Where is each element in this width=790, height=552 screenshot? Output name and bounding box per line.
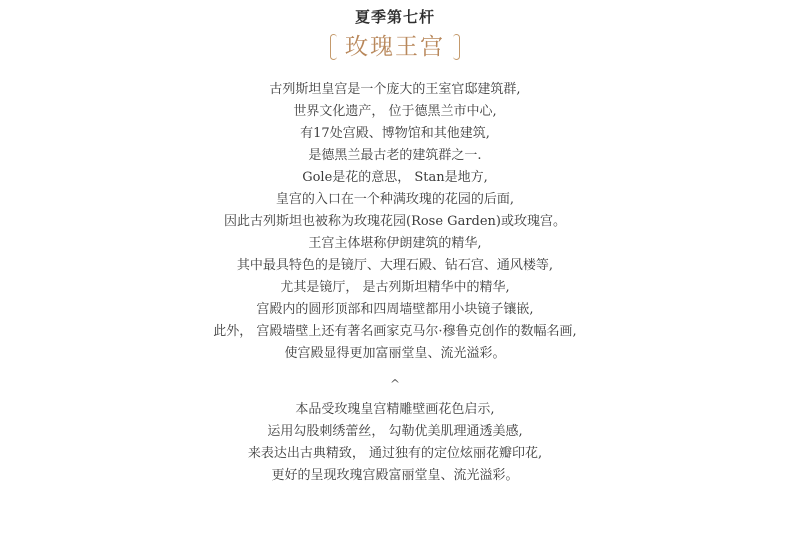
intro-line: 尤其是镜厅， 是古列斯坦精华中的精华, [280, 280, 510, 295]
intro-line: 使宫殿显得更加富丽堂皇、流光溢彩。 [284, 346, 506, 361]
left-bracket-ornament [330, 34, 337, 60]
intro-line: 因此古列斯坦也被称为玫瑰花园(Rose Garden)或玫瑰宫。 [224, 214, 566, 229]
intro-line: Gole是花的意思， Stan是地方, [302, 170, 488, 185]
product-line: 来表达出古典精致， 通过独有的定位炫丽花瓣印花, [247, 446, 543, 461]
intro-line: 王宫主体堪称伊朗建筑的精华, [308, 236, 482, 251]
product-line: 更好的呈现玫瑰宫殿富丽堂皇、流光溢彩。 [271, 468, 519, 483]
intro-line: 宫殿内的圆形顶部和四周墙壁都用小块镜子镶嵌, [256, 302, 534, 317]
right-bracket-ornament [453, 34, 460, 60]
intro-line: 是德黑兰最古老的建筑群之一. [308, 148, 482, 163]
product-line: 运用勾股刺绣蕾丝， 勾勒优美肌理通透美感, [267, 424, 523, 439]
title-block [0, 30, 790, 64]
intro-line: 有17处宫殿、博物馆和其他建筑, [300, 126, 490, 141]
intro-line: 其中最具特色的是镜厅、大理石殿、钻石宫、通风楼等, [236, 258, 554, 273]
page-title: 玫瑰王宫 [345, 34, 445, 60]
product-paragraph [0, 399, 790, 487]
intro-line: 皇宫的入口在一个种满玫瑰的花园的后面, [275, 192, 515, 207]
intro-paragraph [0, 79, 790, 365]
section-divider: ^ [389, 377, 401, 391]
product-line: 本品受玫瑰皇宫精雕壁画花色启示, [295, 402, 495, 417]
intro-line: 此外， 宫殿墙壁上还有著名画家克马尔·穆鲁克创作的数幅名画, [213, 324, 577, 339]
intro-line: 古列斯坦皇宫是一个庞大的王室官邸建筑群, [269, 82, 521, 97]
intro-line: 世界文化遗产， 位于德黑兰市中心, [293, 104, 497, 119]
page-subtitle: 夏季第七杆 [354, 8, 435, 26]
